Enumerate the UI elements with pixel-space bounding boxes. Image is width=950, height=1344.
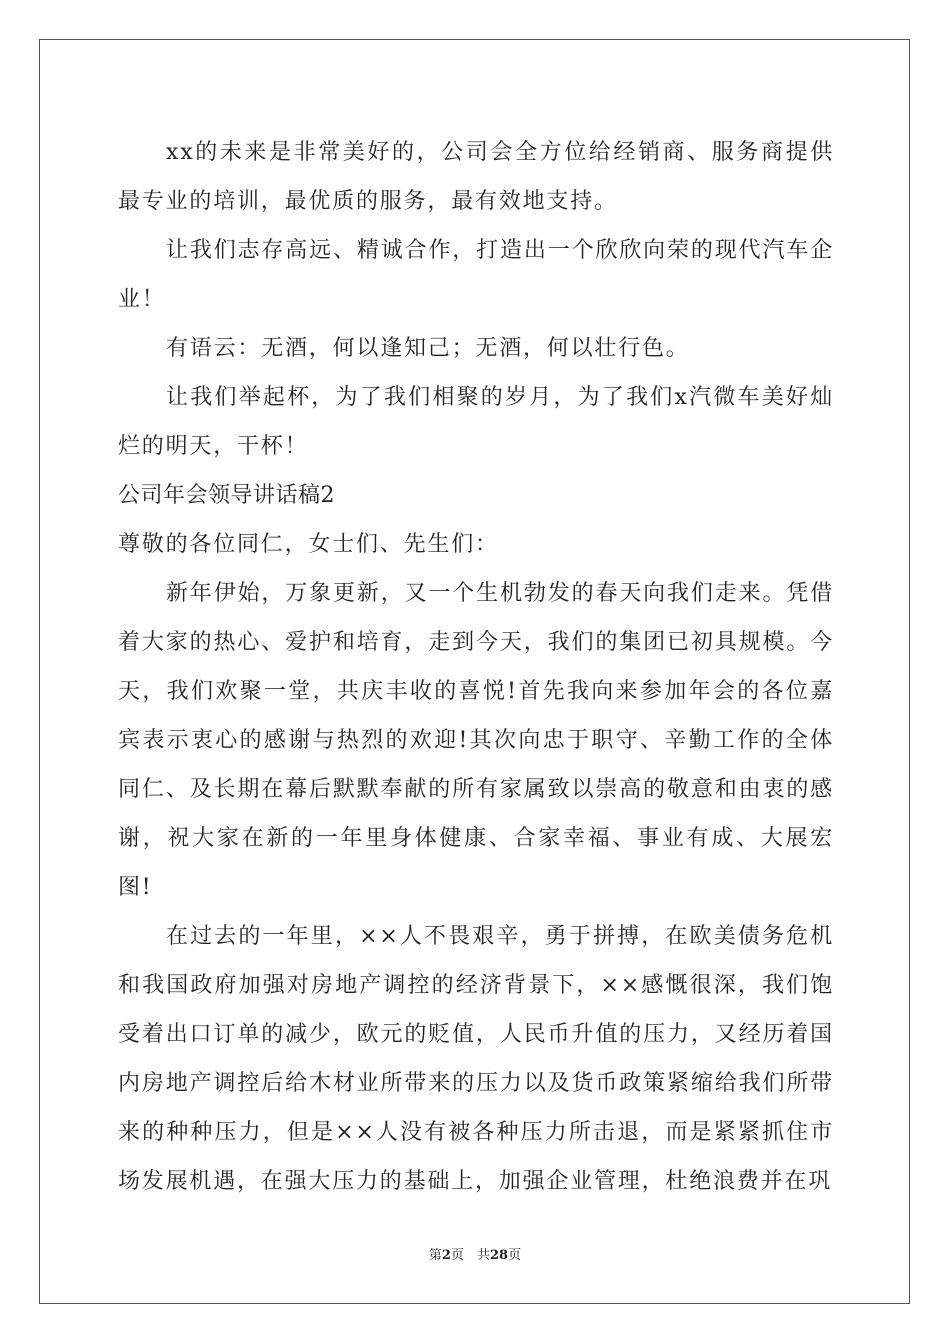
page-total: 28 <box>489 1248 509 1263</box>
page-mid: 页 共 <box>450 1248 490 1263</box>
page-current: 2 <box>441 1248 451 1263</box>
paragraph-future: xx的未来是非常美好的，公司会全方位给经销商、服务商提供最专业的培训，最优质的服务，最有效地支持。 <box>118 140 834 214</box>
paragraph-past-year: 在过去的一年里，××人不畏艰辛，勇于拼搏，在欧美债务危机和我国政府加强对房地产调控的经济背景下，××感慨很深，我们饱受着出口订单的减少，欧元的贬值，人民币升值的压力，又经历着国内房地产调控后给木材业所带来的压力以及货币政策紧缩给我们所带来的种种压力，但是××人没有被各种压力所击退，而是紧紧抓住市场发展机遇，在强大压力的基础上，加强企业管理，杜绝浪费并在巩 <box>118 924 834 1194</box>
paragraph-cooperation: 让我们志存高远、精诚合作，打造出一个欣欣向荣的现代汽车企业！ <box>118 238 834 312</box>
page-prefix: 第 <box>428 1248 442 1263</box>
page-footer <box>0 1244 950 1263</box>
paragraph-saying: 有语云：无酒，何以逢知己；无酒，何以壮行色。 <box>166 336 690 361</box>
page-suffix: 页 <box>508 1248 522 1263</box>
paragraph-new-year: 新年伊始，万象更新，又一个生机勃发的春天向我们走来。凭借着大家的热心、爱护和培育，走到今天，我们的集团已初具规模。今天，我们欢聚一堂，共庆丰收的喜悦!首先我向来参加年会的各位嘉宾表示衷心的感谢与热烈的欢迎!其次向忠于职守、辛勤工作的全体同仁、及长期在幕后默默奉献的所有家属致以崇高的敬意和由衷的感谢，祝大家在新的一年里身体健康、合家幸福、事业有成、大展宏图! <box>118 581 834 900</box>
salutation: 尊敬的各位同仁，女士们、先生们： <box>118 532 499 557</box>
section-heading: 公司年会领导讲话稿2 <box>118 483 335 508</box>
document-body <box>118 128 834 1206</box>
paragraph-toast: 让我们举起杯，为了我们相聚的岁月，为了我们x汽微车美好灿烂的明天，干杯！ <box>118 385 834 459</box>
